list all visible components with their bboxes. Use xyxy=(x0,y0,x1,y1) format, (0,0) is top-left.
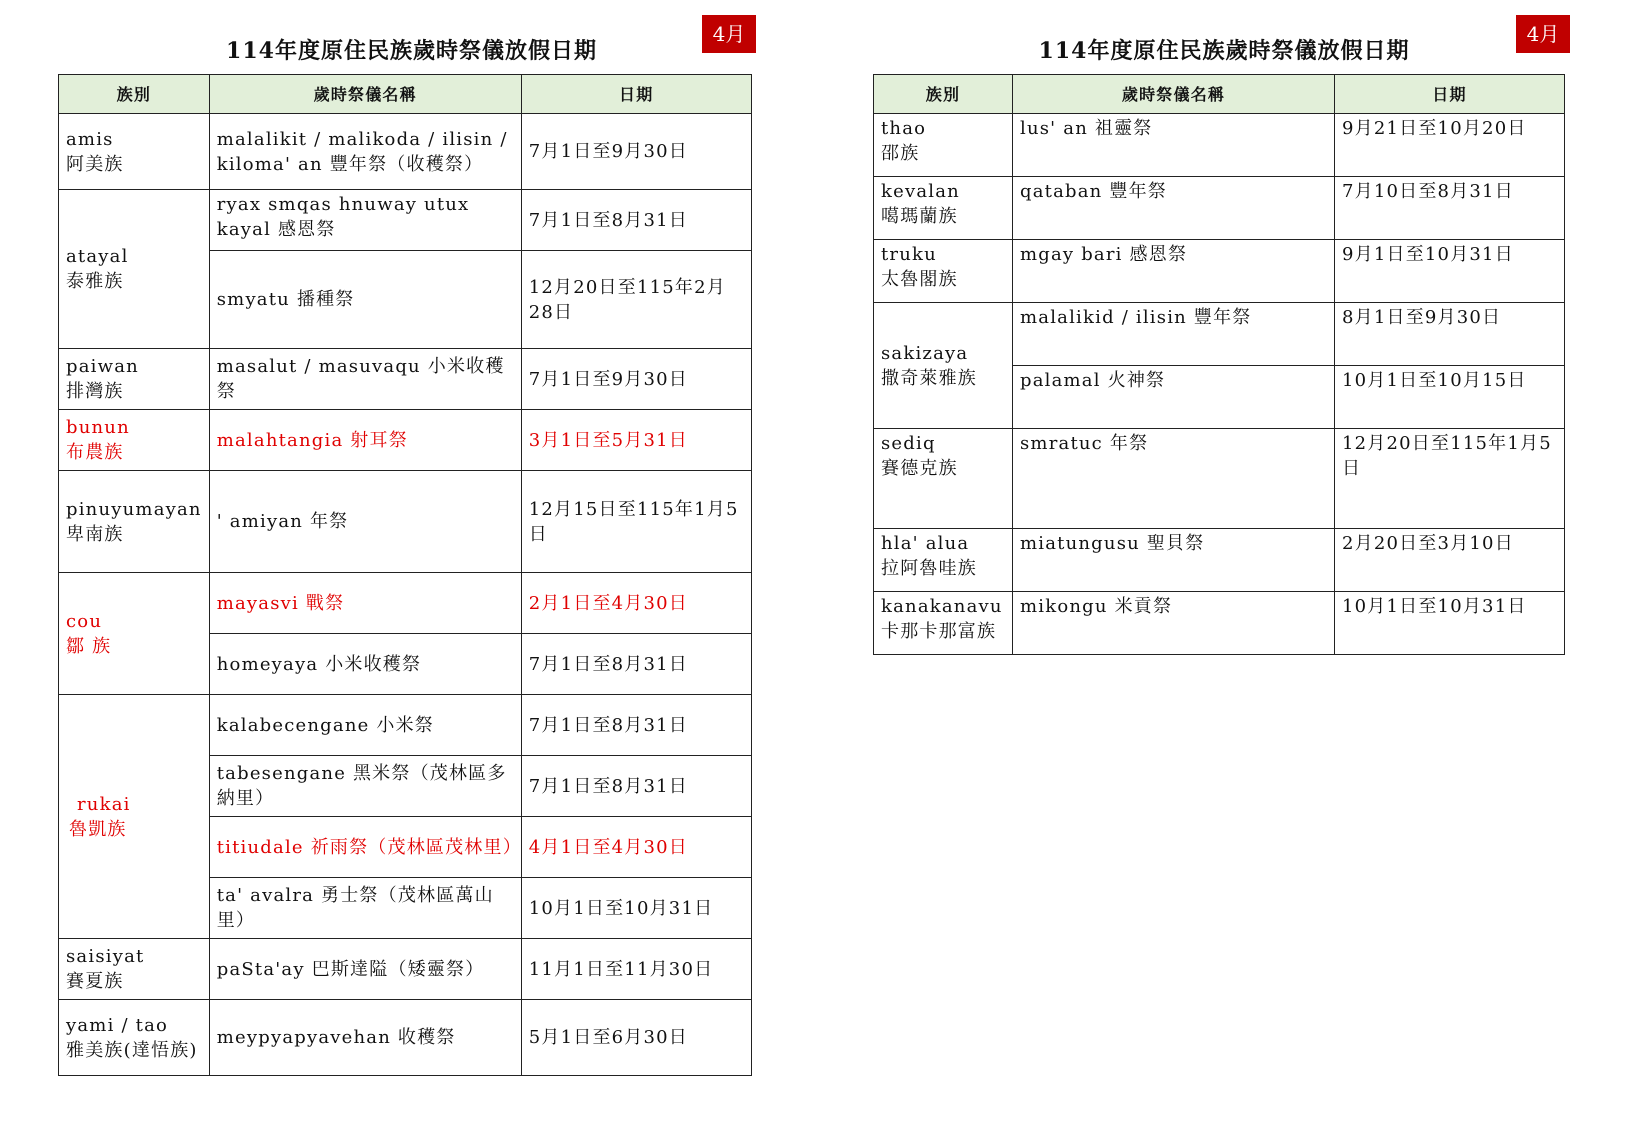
festival-name: ryax smqas hnuway utux kayal 感恩祭 xyxy=(209,190,521,251)
festival-date: 10月1日至10月15日 xyxy=(1335,366,1565,429)
table-row xyxy=(874,529,1565,592)
tribe-cell xyxy=(59,573,210,695)
festival-date: 10月1日至10月31日 xyxy=(1335,592,1565,655)
festival-name: malalikit / malikoda / ilisin / kiloma' an 豐年祭（收穫祭） xyxy=(209,114,521,190)
festival-name: tabesengane 黑米祭（茂林區多納里） xyxy=(209,756,521,817)
tribe-zh: 排灣族 xyxy=(66,381,124,402)
festival-name: meypyapyavehan 收穫祭 xyxy=(209,1000,521,1076)
tribe-cell xyxy=(59,1000,210,1076)
header-tribe: 族別 xyxy=(59,75,210,114)
festival-name: paSta'ay 巴斯達隘（矮靈祭） xyxy=(209,939,521,1000)
festival-date: 10月1日至10月31日 xyxy=(521,878,751,939)
festival-name: ta' avalra 勇士祭（茂林區萬山里） xyxy=(209,878,521,939)
festival-date: 7月1日至9月30日 xyxy=(521,349,751,410)
festival-name: kalabecengane 小米祭 xyxy=(209,695,521,756)
tribe-roman: hla' alua xyxy=(881,533,970,554)
tribe-zh: 卑南族 xyxy=(66,523,124,545)
tribe-cell xyxy=(59,190,210,349)
tribe-zh: 雅美族(達悟族) xyxy=(66,1039,198,1061)
festival-date: 7月10日至8月31日 xyxy=(1335,177,1565,240)
tribe-roman: paiwan xyxy=(66,356,139,377)
tribe-roman: kevalan xyxy=(881,181,960,202)
festival-date: 7月1日至8月31日 xyxy=(521,634,751,695)
tribe-roman: cou xyxy=(66,610,103,632)
tribe-cell xyxy=(59,349,210,410)
festival-date: 5月1日至6月30日 xyxy=(521,1000,751,1076)
festival-name: lus' an 祖靈祭 xyxy=(1013,114,1335,177)
table-header-row xyxy=(874,75,1565,114)
festival-date: 12月20日至115年1月5日 xyxy=(1335,429,1565,529)
tribe-zh: 布農族 xyxy=(66,442,124,463)
table-row xyxy=(874,429,1565,529)
header-date: 日期 xyxy=(521,75,751,114)
table-row xyxy=(59,471,752,573)
table-row xyxy=(874,240,1565,303)
festival-date: 7月1日至8月31日 xyxy=(521,190,751,251)
tribe-zh: 泰雅族 xyxy=(66,271,124,292)
festival-table xyxy=(58,74,752,1076)
tribe-roman: yami / tao xyxy=(66,1014,169,1036)
table-row xyxy=(59,939,752,1000)
tribe-cell xyxy=(59,471,210,573)
festival-name: smyatu 播種祭 xyxy=(209,251,521,349)
festival-date: 2月1日至4月30日 xyxy=(521,573,751,634)
festival-date: 7月1日至9月30日 xyxy=(521,114,751,190)
tribe-roman: sediq xyxy=(881,433,936,454)
table-row xyxy=(59,410,752,471)
tribe-roman: rukai xyxy=(77,793,131,815)
tribe-cell xyxy=(59,939,210,1000)
header-date: 日期 xyxy=(1335,75,1565,114)
tribe-zh: 卡那卡那富族 xyxy=(881,621,997,642)
tribe-roman: atayal xyxy=(66,246,129,267)
tribe-cell xyxy=(874,303,1013,429)
festival-date: 7月1日至8月31日 xyxy=(521,695,751,756)
festival-name: miatungusu 聖貝祭 xyxy=(1013,529,1335,592)
festival-name: ' amiyan 年祭 xyxy=(209,471,521,573)
page-title: 114年度原住民族歲時祭儀放假日期 xyxy=(1038,38,1410,64)
festival-date: 9月21日至10月20日 xyxy=(1335,114,1565,177)
festival-name: qataban 豐年祭 xyxy=(1013,177,1335,240)
tribe-roman: amis xyxy=(66,128,114,150)
table-row xyxy=(59,573,752,634)
table-row xyxy=(59,114,752,190)
tribe-cell xyxy=(874,592,1013,655)
festival-date: 9月1日至10月31日 xyxy=(1335,240,1565,303)
header-festival: 歲時祭儀名稱 xyxy=(209,75,521,114)
tribe-cell xyxy=(874,240,1013,303)
table-row xyxy=(874,592,1565,655)
tribe-zh: 邵族 xyxy=(881,143,920,164)
tribe-cell xyxy=(59,114,210,190)
tribe-zh: 賽德克族 xyxy=(881,458,958,479)
tribe-roman: kanakanavu xyxy=(881,596,1003,617)
tribe-cell xyxy=(874,529,1013,592)
festival-name: masalut / masuvaqu 小米收穫祭 xyxy=(209,349,521,410)
tribe-zh: 太魯閣族 xyxy=(881,269,958,290)
festival-date: 3月1日至5月31日 xyxy=(521,410,751,471)
table-row xyxy=(59,1000,752,1076)
tribe-cell xyxy=(59,410,210,471)
table-row xyxy=(874,177,1565,240)
tribe-zh: 鄒 族 xyxy=(66,635,112,657)
table-row xyxy=(59,190,752,251)
tribe-roman: thao xyxy=(881,118,927,139)
tribe-cell xyxy=(874,177,1013,240)
table-header-row xyxy=(59,75,752,114)
festival-date: 2月20日至3月10日 xyxy=(1335,529,1565,592)
festival-table xyxy=(873,74,1565,655)
festival-date: 8月1日至9月30日 xyxy=(1335,303,1565,366)
table-row xyxy=(874,303,1565,366)
tribe-roman: bunun xyxy=(66,417,130,438)
festival-name: smratuc 年祭 xyxy=(1013,429,1335,529)
festival-name: mikongu 米貢祭 xyxy=(1013,592,1335,655)
festival-date: 12月20日至115年2月28日 xyxy=(521,251,751,349)
page-title: 114年度原住民族歲時祭儀放假日期 xyxy=(226,38,597,64)
festival-name: mayasvi 戰祭 xyxy=(209,573,521,634)
header-festival: 歲時祭儀名稱 xyxy=(1013,75,1335,114)
tribe-zh: 阿美族 xyxy=(66,153,124,175)
tribe-zh: 賽夏族 xyxy=(66,971,124,992)
tribe-zh: 噶瑪蘭族 xyxy=(881,206,958,227)
table-row xyxy=(59,695,752,756)
tribe-zh: 拉阿魯哇族 xyxy=(881,558,977,579)
table-row xyxy=(59,349,752,410)
festival-date: 12月15日至115年1月5日 xyxy=(521,471,751,573)
festival-name: homeyaya 小米收穫祭 xyxy=(209,634,521,695)
festival-date: 11月1日至11月30日 xyxy=(521,939,751,1000)
tribe-cell xyxy=(874,429,1013,529)
table-row xyxy=(874,114,1565,177)
tribe-roman: sakizaya xyxy=(881,342,969,364)
tribe-roman: pinuyumayan xyxy=(66,498,202,520)
tribe-roman: saisiyat xyxy=(66,946,145,967)
month-badge: 4月 xyxy=(702,15,756,53)
festival-name: malalikid / ilisin 豐年祭 xyxy=(1013,303,1335,366)
tribe-cell xyxy=(59,695,210,939)
tribe-zh: 撒奇萊雅族 xyxy=(881,367,977,389)
festival-date: 4月1日至4月30日 xyxy=(521,817,751,878)
month-badge: 4月 xyxy=(1516,15,1570,53)
festival-name: titiudale 祈雨祭（茂林區茂林里） xyxy=(209,817,521,878)
festival-name: malahtangia 射耳祭 xyxy=(209,410,521,471)
tribe-cell xyxy=(874,114,1013,177)
festival-name: palamal 火神祭 xyxy=(1013,366,1335,429)
festival-date: 7月1日至8月31日 xyxy=(521,756,751,817)
tribe-zh: 魯凱族 xyxy=(69,818,127,840)
tribe-roman: truku xyxy=(881,244,937,265)
header-tribe: 族別 xyxy=(874,75,1013,114)
festival-name: mgay bari 感恩祭 xyxy=(1013,240,1335,303)
